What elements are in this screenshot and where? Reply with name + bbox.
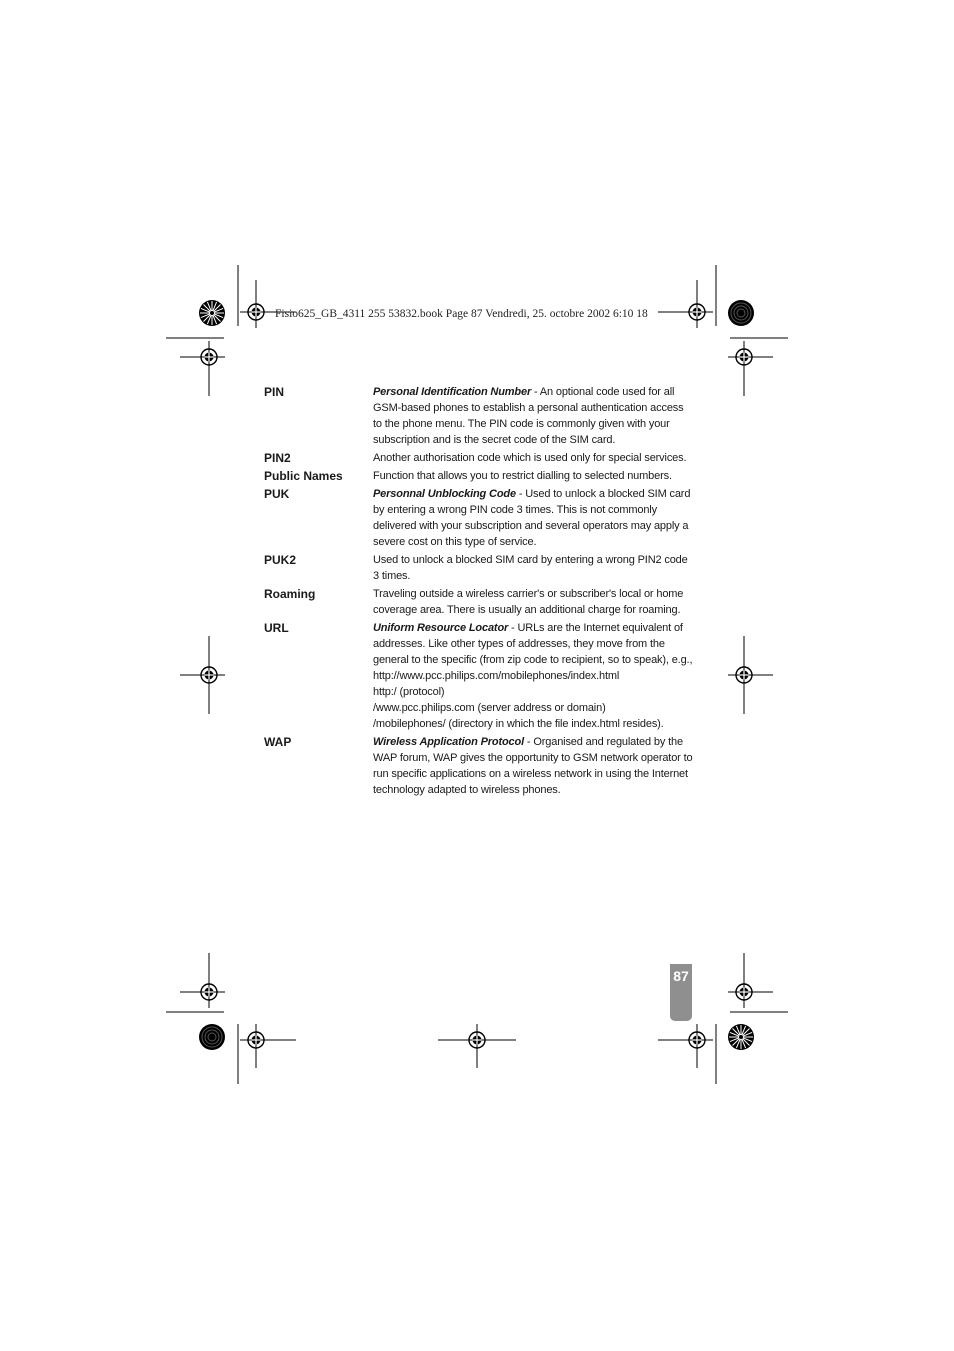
definition-text: Used to unlock a blocked SIM card by entering a wrong PIN2 code 3 times. — [373, 554, 688, 582]
glossary-definition — [373, 468, 695, 484]
glossary-definition — [373, 486, 695, 550]
url-example-line: http:/ (protocol) — [373, 686, 445, 698]
glossary-entry-wap — [264, 734, 696, 798]
glossary-term: Roaming — [264, 587, 316, 601]
page-number-tab — [670, 964, 692, 1021]
glossary-entry-puk2 — [264, 552, 696, 584]
print-header: Fisio625_GB_4311 255 53832.book Page 87 Vendredi, 25. octobre 2002 6:10 18 — [275, 308, 648, 320]
definition-lead: Uniform Resource Locator — [373, 622, 509, 634]
definition-lead: Wireless Application Protocol — [373, 736, 525, 748]
glossary-term: PIN2 — [264, 451, 291, 465]
definition-text: - An optional code used for all GSM-based phones to establish a personal authentication access to the phone menu. The PIN code is commonly given with your subscription and is the secret code of the SIM card. — [373, 386, 684, 446]
definition-lead: Personal Identification Number — [373, 386, 532, 398]
definition-text: Traveling outside a wireless carrier's or subscriber's local or home coverage area. There is usually an additional charge for roaming. — [373, 588, 684, 616]
glossary-entry-url — [264, 620, 696, 732]
glossary-definition — [373, 384, 695, 448]
definition-text: - URLs are the Internet equivalent of addresses. Like other types of addresses, they move from the general to the specific (from zip code to recipient, so to speak), e.g., — [373, 622, 693, 666]
definition-lead: Personnal Unblocking Code — [373, 488, 516, 500]
glossary-term: Public Names — [264, 469, 343, 483]
glossary-entry-puk — [264, 486, 696, 550]
glossary-definition — [373, 552, 695, 584]
glossary-term: PUK2 — [264, 553, 297, 567]
definition-text: - Used to unlock a blocked SIM card by entering a wrong PIN code 3 times. This is not commonly delivered with your subscription and several operators may apply a severe cost on this type of service. — [373, 488, 691, 548]
url-example-line: http://www.pcc.philips.com/mobilephones/index.html — [373, 670, 620, 682]
url-example-line: /mobilephones/ (directory in which the file index.html resides). — [373, 718, 664, 730]
glossary-entry-roaming — [264, 586, 696, 618]
url-example-line: /www.pcc.philips.com (server address or domain) — [373, 702, 606, 714]
definition-text: Function that allows you to restrict dialling to selected numbers. — [373, 470, 672, 482]
glossary-list — [264, 384, 696, 800]
glossary-definition — [373, 734, 695, 798]
glossary-term: PIN — [264, 385, 285, 399]
definition-text: Another authorisation code which is used only for special services. — [373, 452, 687, 464]
glossary-definition — [373, 450, 695, 466]
page-number: 87 — [673, 968, 689, 984]
glossary-definition — [373, 620, 695, 732]
glossary-entry-pin2 — [264, 450, 696, 466]
definition-text: - Organised and regulated by the WAP forum, WAP gives the opportunity to GSM network operator to run specific applications on a wireless network in using the Internet technology adapted to wireless phones. — [373, 736, 693, 796]
glossary-entry-public-names — [264, 468, 696, 484]
glossary-term: URL — [264, 621, 289, 635]
glossary-definition — [373, 586, 695, 618]
glossary-term: WAP — [264, 735, 292, 749]
glossary-entry-pin — [264, 384, 696, 448]
glossary-term: PUK — [264, 487, 290, 501]
